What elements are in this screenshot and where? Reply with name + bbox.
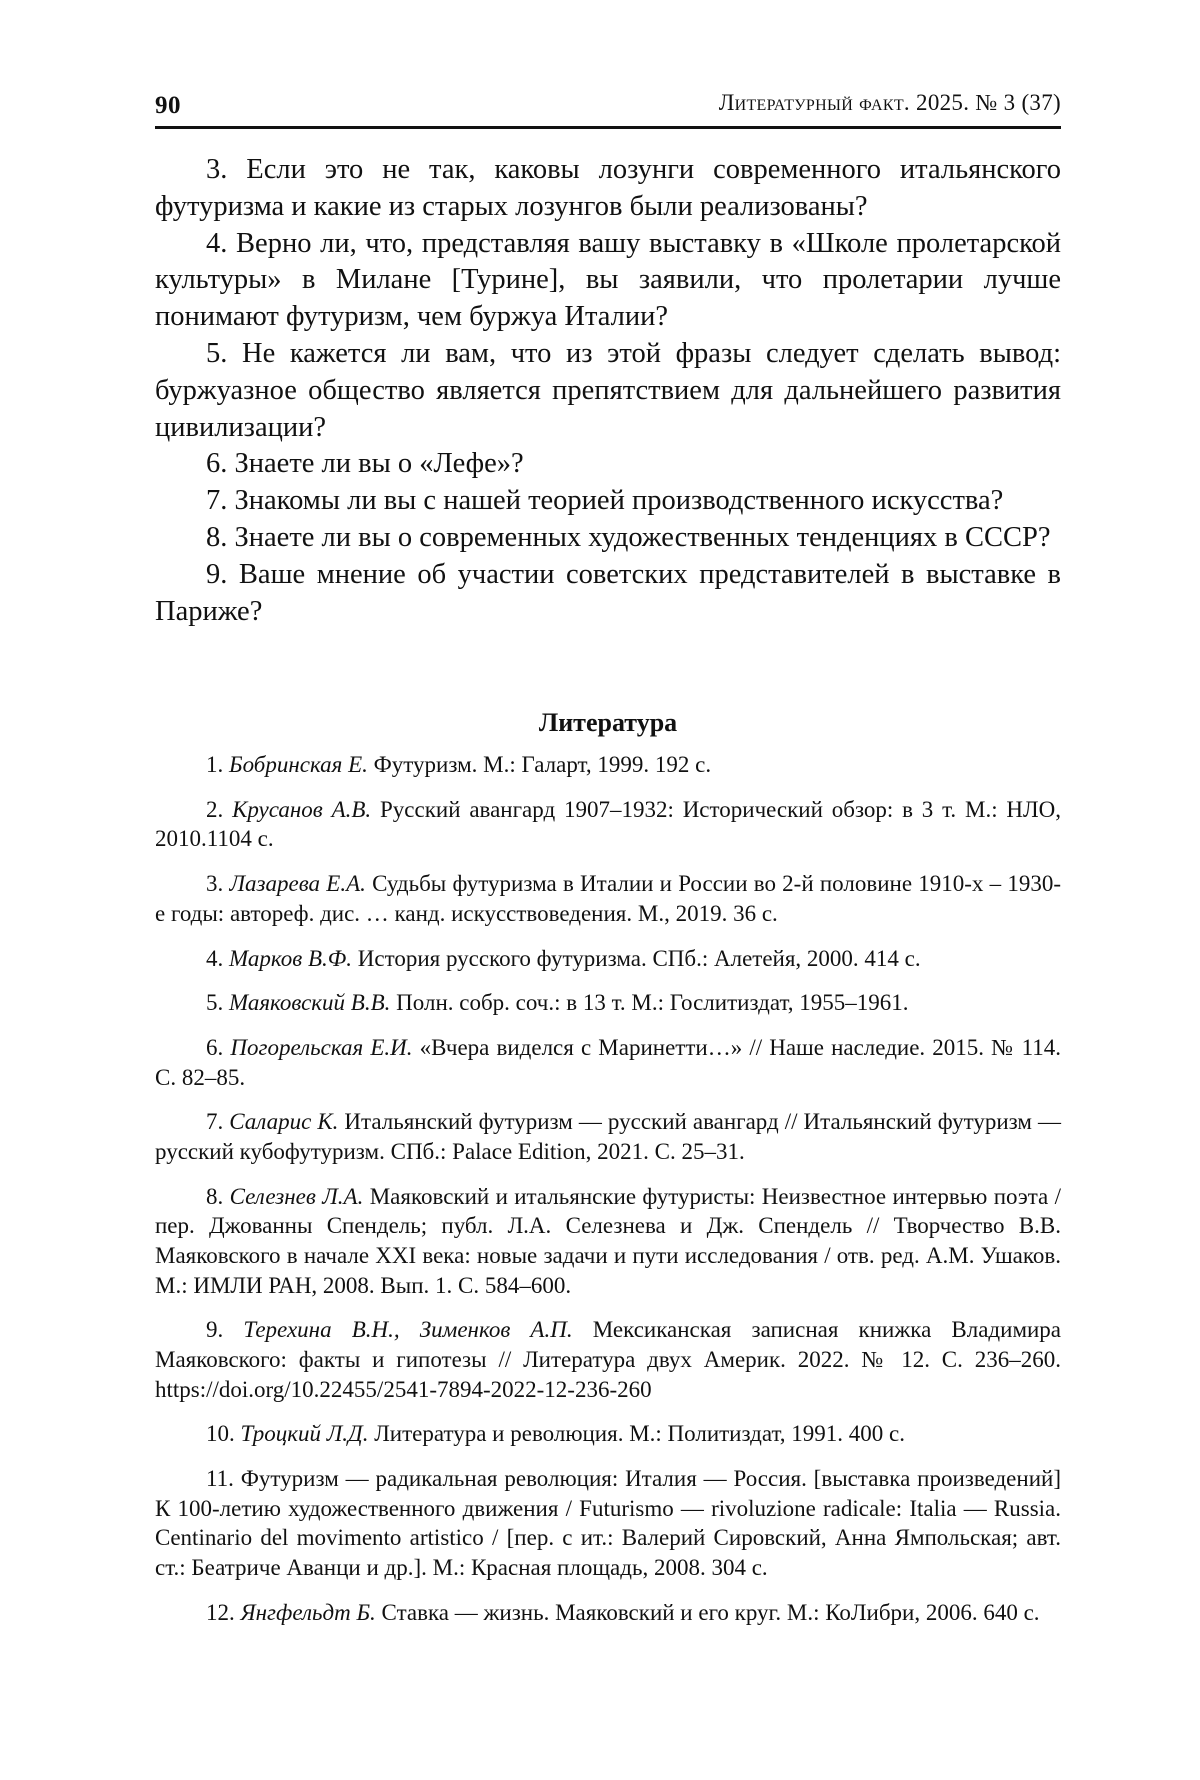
reference-item [155,944,1061,974]
ref-text: Футуризм. М.: Галарт, 1999. 192 с. [367,752,712,777]
ref-author: Марков В.Ф. [229,945,352,971]
reference-item [155,988,1061,1018]
reference-item [155,750,1061,780]
reference-item [155,1464,1061,1582]
reference-item [155,1107,1061,1166]
page-number: 90 [155,92,181,119]
ref-text: Полн. собр. соч.: в 13 т. М.: Гослитиздат, 1955–1961. [390,990,909,1016]
ref-number: 12. [206,1599,241,1625]
ref-number: 11. [206,1466,241,1492]
reference-item [155,1419,1061,1449]
ref-author: Янгфельдт Б. [240,1599,376,1625]
ref-author: Лазарева Е.А. [229,871,366,897]
ref-text: Судьбы футуризма в Италии и России во 2-й половине 1910-х – 1930-е годы: автореф. дис. … канд. искусствоведения. М., 2019. 36 с. [155,871,1061,926]
reference-item [155,1598,1061,1628]
reference-item [155,1315,1061,1404]
ref-text: Футуризм — радикальная революция: Италия — Россия. [выставка произведений] К 100-летию художественного движения / Futurismo — rivoluzione radicale: Italia — Russia. Centinario del movimento artistico / [пер. с ит.: Валерий Сировский, Анна Ямпольская; авт. ст.: Беатриче Аванци и др.]. М.: Красная площадь, 2008. 304 с. [155,1466,1061,1580]
ref-author: Троцкий Л.Д. [240,1421,369,1447]
ref-author: Терехина В.Н., Зименков А.П. [243,1317,573,1343]
ref-number: 6. [206,1035,231,1061]
reference-item [155,1033,1061,1092]
ref-text: Маяковский и итальянские футуристы: Неизвестное интервью поэта / пер. Джованны Спендель; публ. Л.А. Селезнева и Дж. Спендель // Творчество В.В. Маяковского в начале XXI века: новые задачи и пути исследования / отв. ред. А.М. Ушаков. М.: ИМЛИ РАН, 2008. Вып. 1. С. 584–600. [155,1183,1061,1298]
question-8: 8. Знаете ли вы о современных художественных тенденциях в СССР? [206,521,1051,553]
ref-text: «Вчера виделся с Маринетти…» // Наше наследие. 2015. № 114. С. 82–85. [155,1035,1062,1090]
question-7: 7. Знакомы ли вы с нашей теорией производственного искусства? [206,485,1004,517]
ref-number: 5. [206,990,229,1016]
reference-item [155,869,1061,928]
ref-text: Итальянский футуризм — русский авангард // Итальянский футуризм — русский кубофутуризм. СПб.: Palace Edition, 2021. С. 25–31. [155,1109,1062,1165]
ref-text: Литература и революция. М.: Политиздат, 1991. 400 с. [368,1421,906,1447]
ref-text: Мексиканская записная книжка Владимира Маяковского: факты и гипотезы // Литература двух Америк. 2022. № 12. С. 236–260. https://doi.org/10.22455/2541-7894-2022-12-236-260 [155,1317,1062,1402]
references-list [155,750,1061,1643]
ref-author: Маяковский В.В. [229,990,391,1016]
ref-author: Селезнев Л.А. [229,1183,364,1209]
questions-list [155,152,1061,630]
ref-author: Погорельская Е.И. [230,1035,413,1061]
running-header [155,86,1061,129]
journal-title: Литературный факт. 2025. № 3 (37) [718,90,1061,115]
reference-item [155,1182,1061,1300]
ref-number: 10. [206,1421,241,1447]
ref-number: 9. [206,1317,244,1343]
ref-number: 1. [206,752,229,777]
literature-heading: Литература [538,708,678,737]
ref-author: Саларис К. [229,1109,339,1135]
ref-text: История русского футуризма. СПб.: Алетейя, 2000. 414 с. [352,945,921,971]
ref-text: Русский авангард 1907–1932: Исторический обзор: в 3 т. М.: НЛО, 2010.1104 с. [155,796,1061,852]
question-3: 3. Если это не так, каковы лозунги современного итальянского футуризма и какие из старых лозунгов были реализованы? [155,154,1061,222]
ref-number: 3. [206,871,230,897]
ref-text: Ставка — жизнь. Маяковский и его круг. М.: КоЛибри, 2006. 640 с. [375,1599,1040,1625]
ref-number: 7. [206,1109,230,1135]
ref-number: 4. [206,945,229,971]
question-4: 4. Верно ли, что, представляя вашу выставку в «Школе пролетарской культуры» в Милане [Турине], вы заявили, что пролетарии лучше понимают футуризм, чем буржуа Италии? [155,227,1061,333]
question-5: 5. Не кажется ли вам, что из этой фразы следует сделать вывод: буржуазное общество является препятствием для дальнейшего развития цивилизации? [155,337,1061,443]
ref-number: 8. [206,1183,230,1209]
ref-author: Крусанов А.В. [232,796,372,822]
question-6: 6. Знаете ли вы о «Лефе»? [206,448,524,480]
question-9: 9. Ваше мнение об участии советских представителей в выставке в Париже? [155,558,1061,627]
ref-author: Бобринская Е. [229,752,368,777]
reference-item [155,795,1061,854]
ref-number: 2. [206,796,233,822]
